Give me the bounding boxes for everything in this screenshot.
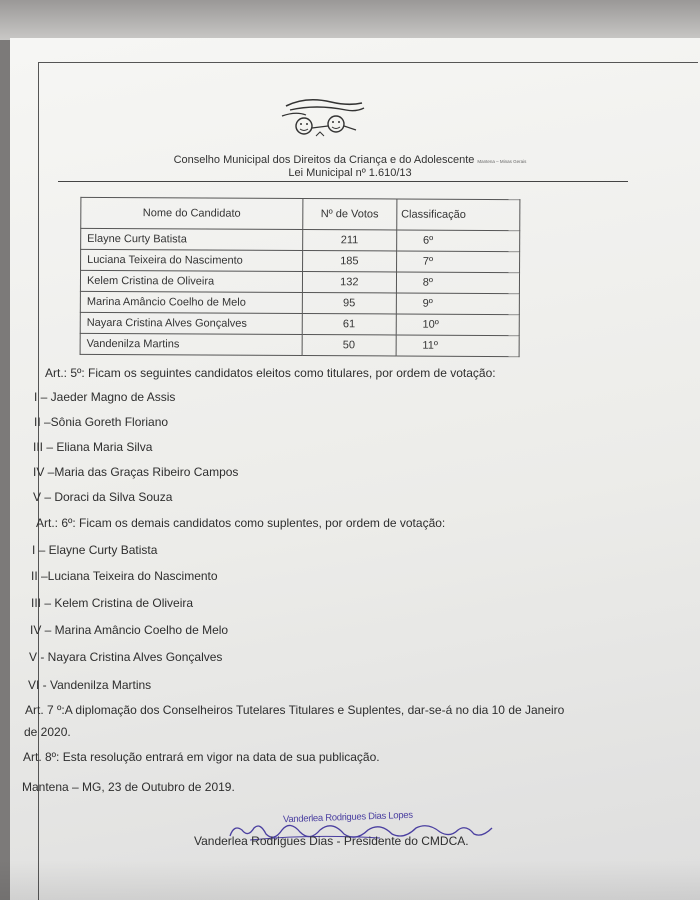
cell-votes: 61 xyxy=(302,314,396,335)
page-border xyxy=(38,62,698,900)
cell-votes: 185 xyxy=(302,251,396,272)
art5-item: IV –Maria das Graças Ribeiro Campos xyxy=(33,465,239,479)
column-header-name: Nome do Candidato xyxy=(81,197,303,229)
art6-item: V - Nayara Cristina Alves Gonçalves xyxy=(29,650,223,664)
table-row xyxy=(80,270,519,293)
cell-votes: 132 xyxy=(302,272,396,293)
art7-line1: Art. 7 º:A diplomação dos Conselheiros Tutelares Titulares e Suplentes, dar-se-á no dia 10 de Janeiro xyxy=(25,703,565,717)
cell-name: Kelem Cristina de Oliveira xyxy=(80,270,302,292)
cell-votes: 95 xyxy=(302,293,396,314)
org-name-text: Conselho Municipal dos Direitos da Criança e do Adolescente xyxy=(173,154,475,166)
cell-name: Vandenilza Martins xyxy=(80,333,302,355)
table-header-row xyxy=(81,197,520,230)
cell-votes: 50 xyxy=(302,335,396,356)
art6-item: I – Elayne Curty Batista xyxy=(32,543,158,557)
org-name xyxy=(100,154,600,166)
table-row xyxy=(81,249,520,272)
table-row xyxy=(80,333,519,356)
law-title: Lei Municipal nº 1.610/13 xyxy=(288,167,412,179)
cell-rank: 9º xyxy=(396,293,519,315)
art6-item: II –Luciana Teixeira do Nascimento xyxy=(31,569,218,583)
table-row xyxy=(81,228,520,251)
art5-item: V – Doraci da Silva Souza xyxy=(33,490,173,504)
place-date: Mantena – MG, 23 de Outubro de 2019. xyxy=(22,780,235,794)
cmdca-logo xyxy=(276,96,370,142)
art5-text: Art.: 5º: Ficam os seguintes candidatos eleitos como titulares, por ordem de votação: xyxy=(45,366,496,380)
table-row xyxy=(80,312,519,335)
cell-name: Elayne Curty Batista xyxy=(81,228,303,250)
background-top xyxy=(0,0,700,40)
art6-item: IV – Marina Amâncio Coelho de Melo xyxy=(30,623,229,637)
column-header-rank: Classificação xyxy=(397,199,520,231)
art5-item: II –Sônia Goreth Floriano xyxy=(34,415,169,429)
table-row xyxy=(80,291,519,314)
art6-text: Art.: 6º: Ficam os demais candidatos como suplentes, por ordem de votação: xyxy=(36,516,446,530)
art5-item: III – Eliana Maria Silva xyxy=(33,440,153,454)
header-divider xyxy=(58,181,628,182)
cell-rank: 10º xyxy=(396,314,519,336)
signature-caption: Vanderlea Rodrigues Dias - Presidente do CMDCA. xyxy=(194,834,469,848)
cell-rank: 11º xyxy=(396,335,519,357)
cell-rank: 6º xyxy=(396,230,519,252)
cell-name: Luciana Teixeira do Nascimento xyxy=(81,249,303,271)
cell-name: Nayara Cristina Alves Gonçalves xyxy=(80,312,302,334)
cell-votes: 211 xyxy=(302,230,396,251)
art7-line2: de 2020. xyxy=(24,725,71,739)
results-table xyxy=(80,197,521,357)
art5-item: I – Jaeder Magno de Assis xyxy=(34,390,176,404)
cell-rank: 8º xyxy=(396,272,519,294)
art8-text: Art. 8º: Esta resolução entrará em vigor na data de sua publicação. xyxy=(23,750,380,764)
page-shadow xyxy=(0,860,700,900)
cell-name: Marina Amâncio Coelho de Melo xyxy=(80,291,302,313)
signature-printed-name: Vanderlea Rodrigues Dias Lopes xyxy=(282,809,413,826)
art6-item: VI - Vandenilza Martins xyxy=(28,678,152,692)
org-location: Mantena – Minas Gerais xyxy=(477,159,527,164)
cell-rank: 7º xyxy=(396,251,519,273)
column-header-votes: Nº de Votos xyxy=(303,199,397,230)
art6-item: III – Kelem Cristina de Oliveira xyxy=(31,596,194,610)
